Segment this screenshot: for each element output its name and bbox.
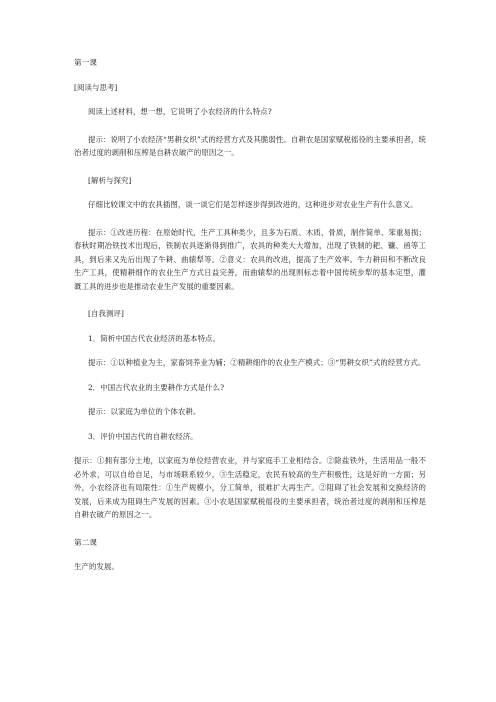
question-1: 1．简析中国古代农业经济的基本特点。 [88,333,221,343]
reading-hint: 提示：说明了小农经济“男耕女织”式的经营方式及其脆弱性。自耕农是国家赋税徭役的主要承担者，统治者过度的剥削和压榨是自耕农破产的原因之一。 [74,134,426,157]
selftest-section-tag: [自我测评] [88,309,124,318]
reading-section-tag: [阅读与思考] [74,82,118,92]
analysis-question: 仔细比较课文中的农具插图，谈一谈它们是怎样逐步得到改进的，这种进步对农业生产有什么意义。 [88,200,418,209]
question-3-hint: 提示：①拥有部分土地，以家庭为单位经营农业，并与家庭手工业相结合。②除盐铁外，生活用品一般不必外求，可以自给自足，与市场联系较少。③生活稳定，农民有较高的生产积极性，这是好的一方面；另外，小农经济也有局限性：①生产规模小，分工简单，很难扩大再生产。②阻碍了社会发展和交换经济的发展，后来成为阻碍生产发展的因素。③小农是国家赋税徭役的主要承担者，统治者过度的剥削和压榨是自耕农破产的原因之一。 [74,456,426,519]
document-page [74,56,426,574]
question-1-hint: 提示：①以种植业为主，家畜饲养业为辅；②精耕细作的农业生产模式；③“男耕女织”式的经营方式。 [88,358,426,367]
question-2: 2．中国古代农业的主要耕作方式是什么? [88,382,225,392]
question-2-hint: 提示：以家庭为单位的个体农耕。 [88,407,201,416]
lesson-1-title: 第一课 [74,58,98,67]
question-3: 3．评价中国古代的自耕农经济。 [88,431,198,441]
lesson-2-line: 生产的发展。 [74,562,119,571]
lesson-2-title: 第二课 [74,537,98,547]
analysis-section-tag: [解析与探究] [88,175,132,185]
reading-question: 阅读上述材料，想一想，它说明了小农经济的什么特点? [88,107,272,116]
analysis-hint: 提示：①改进历程：在原始时代，生产工具种类少，且多为石质、木质、骨质，制作简单、笨重易损；春秋时期冶铁技术出现后，铁制农具逐渐得到推广，农具的种类大大增加，出现了铁制的耙、镰、函等工具，到后来又先后出现了牛耕、曲辕犁等。②意义：农具的改进，提高了生产效率。牛力耕田和不断改良生产工具，使精耕细作的农业生产方式日益完善，而曲辕犁的出现则标志着中国传统步犁的基本定型，灌溉工具的进步也是推动农业生产发展的重要因素。 [74,227,426,291]
